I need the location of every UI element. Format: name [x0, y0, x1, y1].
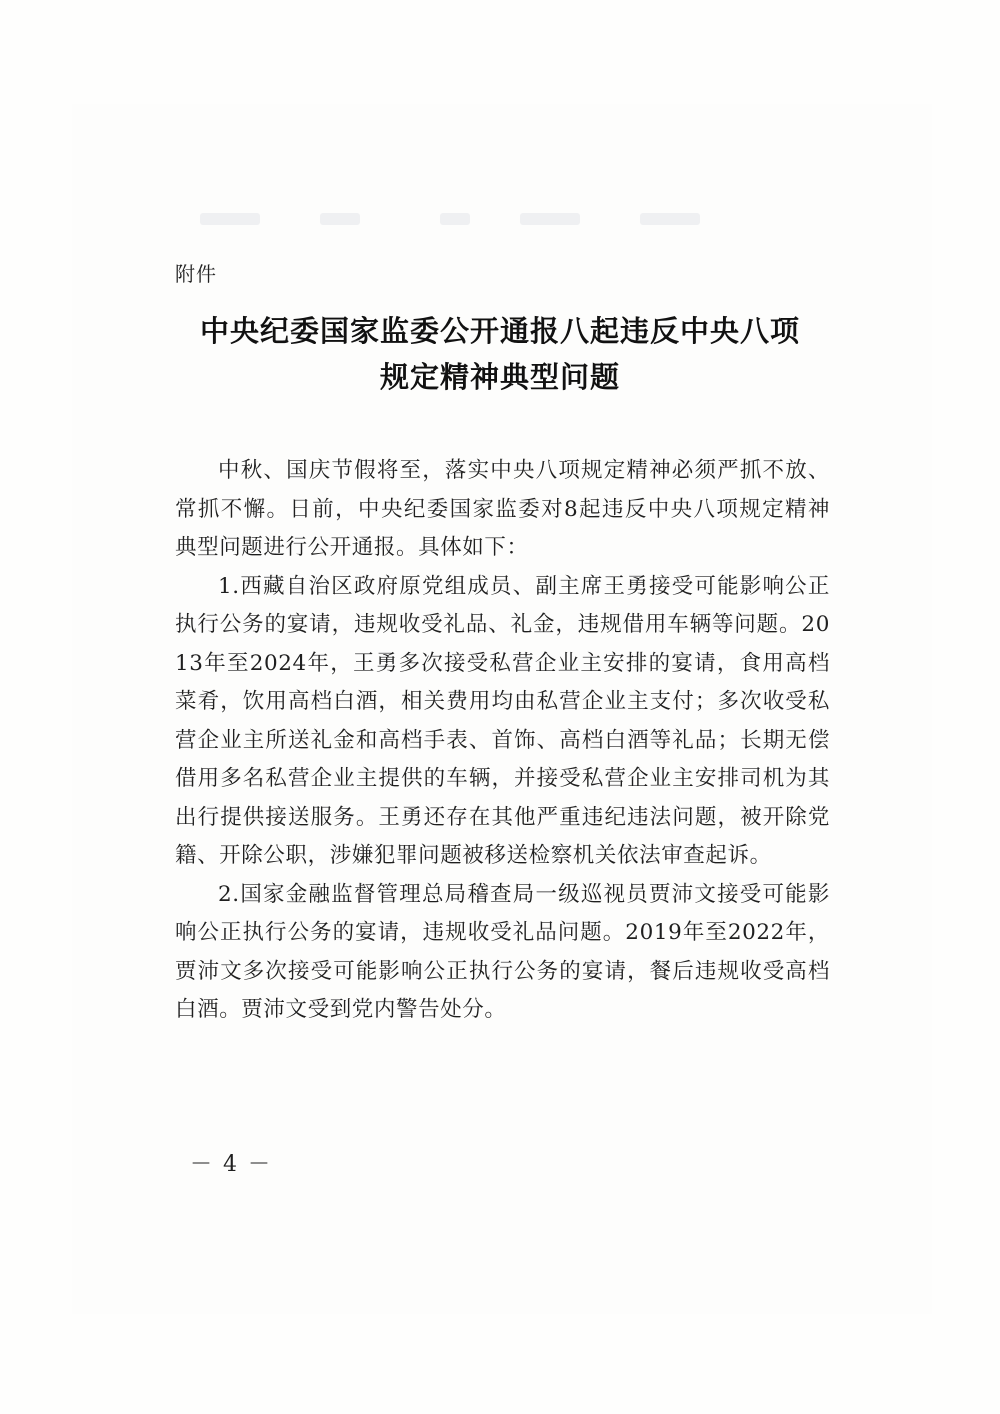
- attachment-label: 附件: [175, 262, 217, 286]
- page-number: － 4 －: [190, 1152, 272, 1177]
- document-title: [150, 308, 850, 400]
- case-2-paragraph: 2.国家金融监督管理总局稽查局一级巡视员贾沛文接受可能影响公正执行公务的宴请，违规收受礼品问题。2019年至2022年，贾沛文多次接受可能影响公正执行公务的宴请，餐后违规收受高档白酒。贾沛文受到党内警告处分。: [175, 881, 830, 1022]
- case-1-paragraph: 1.西藏自治区政府原党组成员、副主席王勇接受可能影响公正执行公务的宴请，违规收受礼品、礼金，违规借用车辆等问题。2013年至2024年，王勇多次接受私营企业主安排的宴请，食用高档菜肴，饮用高档白酒，相关费用均由私营企业主支付；多次收受私营企业主所送礼金和高档手表、首饰、高档白酒等礼品；长期无偿借用多名私营企业主提供的车辆，并接受私营企业主安排司机为其出行提供接送服务。王勇还存在其他严重违纪违法问题，被开除党籍、开除公职，涉嫌犯罪问题被移送检察机关依法审查起诉。: [175, 573, 830, 868]
- document-body: [175, 452, 830, 1030]
- bleed-through-mark: [200, 213, 260, 225]
- bleed-through-mark: [640, 213, 700, 225]
- intro-paragraph: 中秋、国庆节假将至，落实中央八项规定精神必须严抓不放、常抓不懈。日前，中央纪委国家监委对8起违反中央八项规定精神典型问题进行公开通报。具体如下：: [175, 458, 830, 560]
- bleed-through-mark: [520, 213, 580, 225]
- bleed-through-mark: [440, 213, 470, 225]
- title-line-2: 规定精神典型问题: [379, 360, 620, 394]
- bleed-through-mark: [320, 213, 360, 225]
- title-line-1: 中央纪委国家监委公开通报八起违反中央八项: [199, 314, 800, 348]
